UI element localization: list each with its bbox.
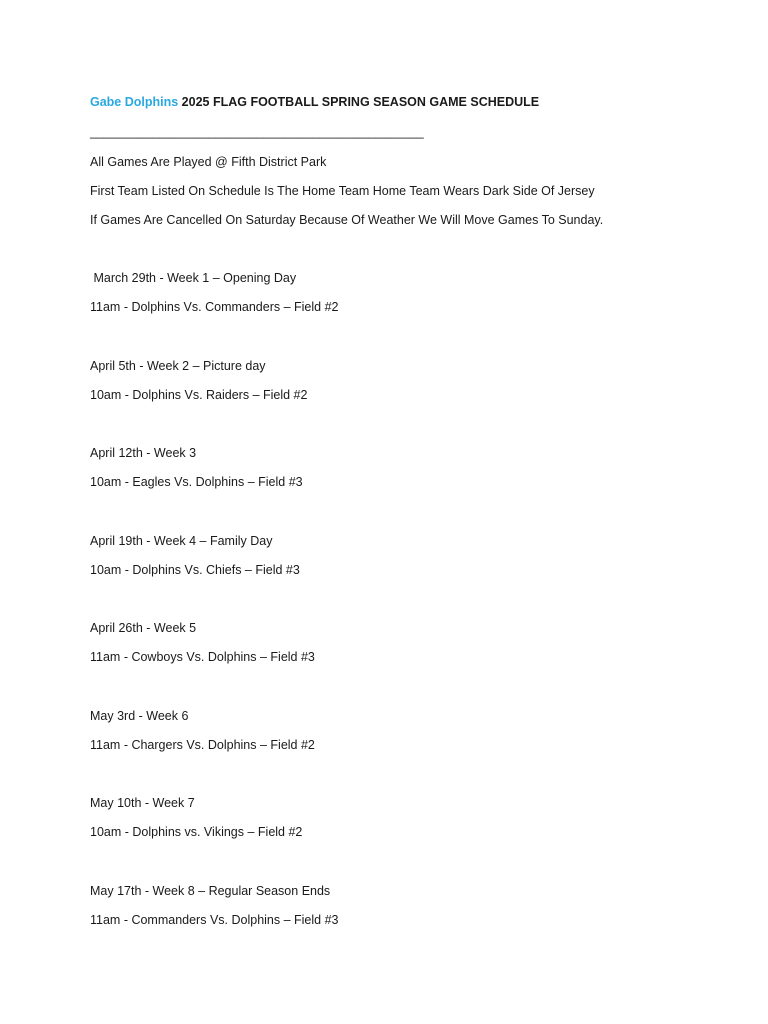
game-matchup: 11am - Cowboys Vs. Dolphins – Field #3 — [90, 650, 315, 664]
game-week: April 26th - Week 5 — [90, 621, 197, 635]
intro-line-location: All Games Are Played @ Fifth District Park — [90, 155, 327, 169]
game-week: April 19th - Week 4 – Family Day — [90, 533, 273, 548]
intro-line-home-team: First Team Listed On Schedule Is The Home Team Home Team Wears Dark Side Of Jersey — [90, 184, 595, 198]
team-name: Gabe Dolphins — [90, 95, 179, 109]
document-title — [90, 92, 730, 112]
game-matchup: 11am - Chargers Vs. Dolphins – Field #2 — [90, 737, 315, 752]
list-item — [90, 356, 730, 444]
game-week: April 12th - Week 3 — [90, 446, 197, 460]
game-matchup: 10am - Dolphins Vs. Raiders – Field #2 — [90, 387, 308, 402]
list-item — [90, 706, 730, 794]
game-matchup: 11am - Commanders Vs. Dolphins – Field #3 — [90, 912, 339, 927]
game-matchup: 11am - Dolphins Vs. Commanders – Field #2 — [90, 300, 339, 314]
intro-notes — [90, 152, 730, 239]
schedule-document — [90, 92, 730, 968]
game-week: March 29th - Week 1 – Opening Day — [90, 271, 297, 285]
game-week: May 17th - Week 8 – Regular Season Ends — [90, 883, 331, 898]
list-item — [90, 793, 730, 881]
game-week: May 3rd - Week 6 — [90, 708, 189, 723]
list-item — [90, 531, 730, 619]
game-week: April 5th - Week 2 – Picture day — [90, 358, 266, 373]
game-matchup: 10am - Eagles Vs. Dolphins – Field #3 — [90, 475, 303, 489]
list-item — [90, 881, 730, 969]
list-item — [90, 618, 730, 706]
list-item — [90, 268, 730, 356]
game-schedule-list — [90, 268, 730, 968]
game-matchup: 10am - Dolphins Vs. Chiefs – Field #3 — [90, 562, 300, 577]
game-matchup: 10am - Dolphins vs. Vikings – Field #2 — [90, 825, 303, 839]
title-underline: ________________________________________________ — [90, 125, 424, 139]
intro-line-weather: If Games Are Cancelled On Saturday Because Of Weather We Will Move Games To Sunday. — [90, 213, 604, 227]
game-week: May 10th - Week 7 — [90, 796, 195, 810]
list-item — [90, 443, 730, 531]
title-text: 2025 FLAG FOOTBALL SPRING SEASON GAME SCHEDULE — [178, 95, 540, 109]
